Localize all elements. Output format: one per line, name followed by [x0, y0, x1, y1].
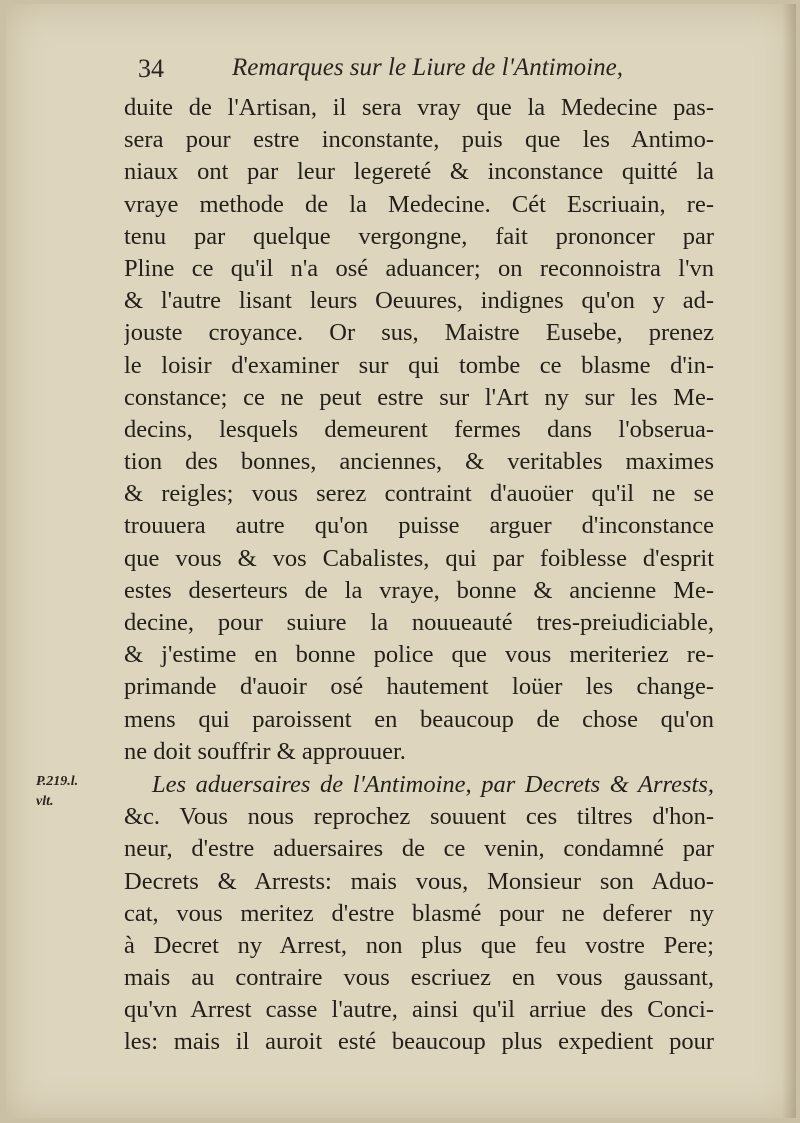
- text-line: & l'autre lisant leurs Oeuures, indignes qu'on y ad-: [124, 287, 714, 315]
- text-line: & reigles; vous serez contraint d'auoüer qu'il ne se: [124, 480, 714, 508]
- text-line: ne doit souffrir & approuuer.: [124, 737, 406, 765]
- text-line: Decrets & Arrests: mais vous, Monsieur son Aduo-: [124, 867, 714, 895]
- text-line: primande d'auoir osé hautement loüer les change-: [124, 673, 714, 701]
- text-line: mens qui paroissent en beaucoup de chose qu'on: [124, 705, 714, 733]
- text-line: neur, d'estre aduersaires de ce venin, condamné par: [124, 835, 714, 863]
- text-line: les: mais il auroit esté beaucoup plus expedient pour: [124, 1028, 714, 1056]
- text-line: decine, pour suiure la nouueauté tres-preiudiciable,: [124, 609, 714, 636]
- text-line: jouste croyance. Or sus, Maistre Eusebe, prenez: [124, 319, 714, 347]
- running-title: Remarques sur le Liure de l'Antimoine,: [232, 54, 623, 81]
- text-line: trouuera autre qu'on puisse arguer d'inconstance: [124, 512, 714, 540]
- text-line: estes deserteurs de la vraye, bonne & ancienne Me-: [124, 576, 714, 604]
- page-sheet: [6, 4, 796, 1118]
- text-line: tenu par quelque vergongne, fait prononcer par: [124, 222, 714, 250]
- text-line: mais au contraire vous escriuez en vous gaussant,: [124, 964, 714, 992]
- text-line: qu'vn Arrest casse l'autre, ainsi qu'il arriue des Conci-: [124, 996, 714, 1024]
- text-line: vraye methode de la Medecine. Cét Escriuain, re-: [124, 190, 714, 218]
- page-edge-shadow: [782, 4, 796, 1118]
- margin-note: [36, 772, 106, 812]
- text-line: duite de l'Artisan, il sera vray que la Medecine pas-: [124, 94, 714, 121]
- text-line: le loisir d'examiner sur qui tombe ce blasme d'in-: [124, 351, 714, 379]
- text-line: niaux ont par leur legereté & inconstance quitté la: [124, 158, 714, 186]
- page-number: 34: [138, 54, 164, 83]
- page-header: [134, 50, 714, 90]
- body-text: [124, 92, 714, 1059]
- text-line: & j'estime en bonne police que vous meriteriez re-: [124, 641, 714, 669]
- text-line: que vous & vos Cabalistes, qui par foiblesse d'esprit: [124, 544, 714, 572]
- text-line: cat, vous meritez d'estre blasmé pour ne deferer ny: [124, 899, 714, 927]
- text-line: tion des bonnes, anciennes, & veritables maximes: [124, 448, 714, 476]
- text-line: Pline ce qu'il n'a osé aduancer; on reconnoistra l'vn: [124, 254, 714, 282]
- margin-note-line: vlt.: [36, 794, 54, 809]
- section-heading-line: Les aduersaires de l'Antimoine, par Decrets & Arrests,: [152, 770, 714, 798]
- margin-note-line: P.219.l.: [36, 774, 79, 789]
- text-line: decins, lesquels demeurent fermes dans l'obserua-: [124, 415, 714, 443]
- text-line: sera pour estre inconstante, puis que les Antimo-: [124, 126, 714, 154]
- text-line: à Decret ny Arrest, non plus que feu vostre Pere;: [124, 931, 714, 959]
- text-line: constance; ce ne peut estre sur l'Art ny sur les Me-: [124, 383, 714, 411]
- text-line: &c. Vous nous reprochez souuent ces tiltres d'hon-: [124, 803, 714, 831]
